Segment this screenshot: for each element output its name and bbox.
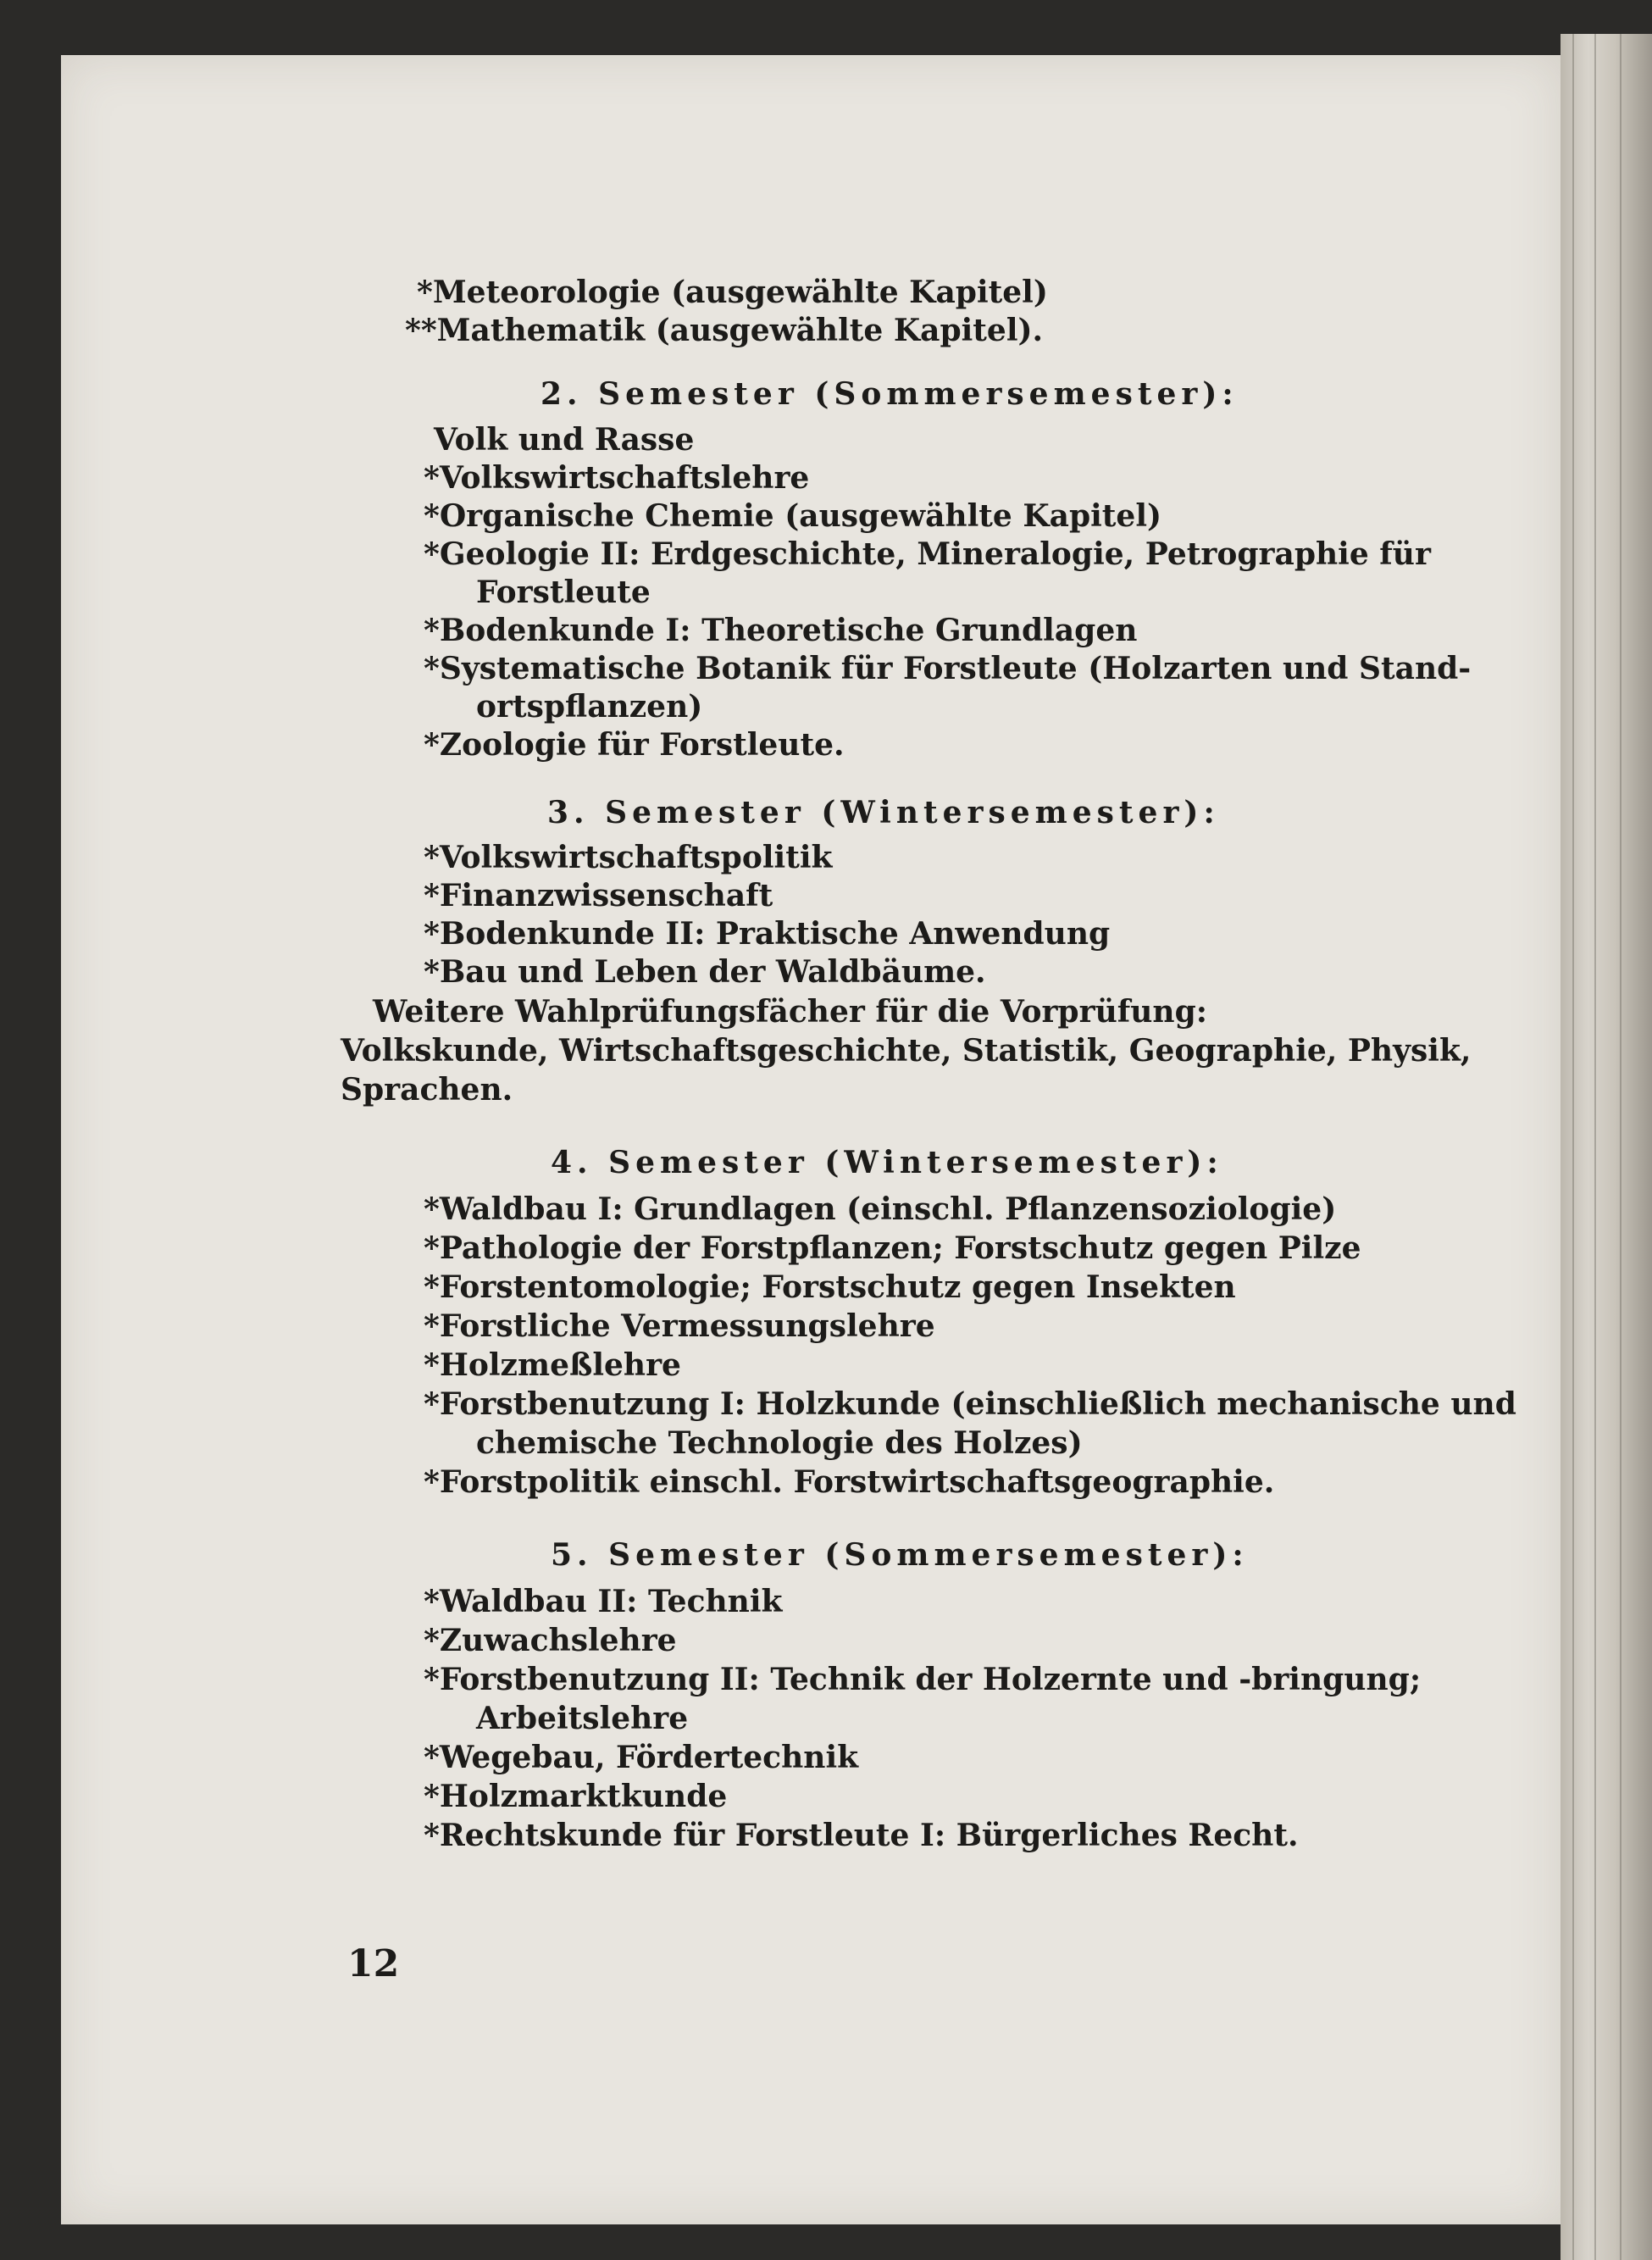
page-number: 12 xyxy=(347,1942,400,1985)
semester-2-item: *Organische Chemie (ausgewählte Kapitel) xyxy=(424,498,1162,534)
semester-5-item: *Forstbenutzung II: Technik der Holzernte und -bringung; xyxy=(424,1662,1422,1697)
intro-line-1: *Meteorologie (ausgewählte Kapitel) xyxy=(417,275,1048,310)
semester-2-item: *Bodenkunde I: Theoretische Grundlagen xyxy=(424,613,1138,648)
semester-3-item: *Volkswirtschaftspolitik xyxy=(424,840,833,875)
semester-4-item: *Forstliche Vermessungslehre xyxy=(424,1308,935,1344)
semester-5-item: *Waldbau II: Technik xyxy=(424,1584,783,1619)
semester-5-item: *Wegebau, Fördertechnik xyxy=(424,1740,859,1775)
semester-3-item: *Bodenkunde II: Praktische Anwendung xyxy=(424,916,1111,952)
semester-2-item: *Volkswirtschaftslehre xyxy=(424,460,810,496)
semester-2-item-cont: ortspflanzen) xyxy=(476,689,703,725)
semester-5-item: *Zuwachslehre xyxy=(424,1623,677,1658)
page-edge-line xyxy=(1572,34,1574,2260)
intro-line-2: **Mathematik (ausgewählte Kapitel). xyxy=(405,313,1044,348)
semester-2-item: *Systematische Botanik für Forstleute (Holzarten und Stand- xyxy=(424,651,1472,686)
semester-4-heading: 4. Semester (Wintersemester): xyxy=(551,1145,1223,1180)
semester-2-item: *Geologie II: Erdgeschichte, Mineralogie, Petrographie für xyxy=(424,536,1431,572)
semester-4-item: *Pathologie der Forstpflanzen; Forstschutz gegen Pilze xyxy=(424,1230,1361,1266)
semester-2-item: *Zoologie für Forstleute. xyxy=(424,727,845,763)
adjacent-page-edge xyxy=(1561,34,1652,2260)
semester-4-item: *Forstpolitik einschl. Forstwirtschaftsgeographie. xyxy=(424,1464,1275,1500)
page-edge-line xyxy=(1620,34,1622,2260)
semester-3-heading: 3. Semester (Wintersemester): xyxy=(547,795,1220,830)
semester-2-heading: 2. Semester (Sommersemester): xyxy=(541,376,1239,412)
wahlpruefung-list-cont: Sprachen. xyxy=(341,1072,513,1108)
semester-5-item: *Holzmarktkunde xyxy=(424,1779,728,1814)
semester-5-heading: 5. Semester (Sommersemester): xyxy=(551,1537,1249,1573)
semester-2-item-cont: Forstleute xyxy=(476,575,651,610)
semester-3-item: *Finanzwissenschaft xyxy=(424,878,773,913)
semester-4-item: *Forstbenutzung I: Holzkunde (einschließlich mechanische und xyxy=(424,1386,1516,1422)
semester-4-item: *Waldbau I: Grundlagen (einschl. Pflanzensoziologie) xyxy=(424,1191,1337,1227)
semester-5-item-cont: Arbeitslehre xyxy=(476,1701,689,1736)
semester-5-item: *Rechtskunde für Forstleute I: Bürgerliches Recht. xyxy=(424,1818,1299,1853)
wahlpruefung-intro: Weitere Wahlprüfungsfächer für die Vorprüfung: xyxy=(373,994,1208,1030)
book-page xyxy=(61,55,1561,2224)
page-edge-line xyxy=(1594,34,1596,2260)
semester-4-item: *Holzmeßlehre xyxy=(424,1347,681,1383)
semester-3-item: *Bau und Leben der Waldbäume. xyxy=(424,954,986,990)
wahlpruefung-list: Volkskunde, Wirtschaftsgeschichte, Statistik, Geographie, Physik, xyxy=(341,1033,1472,1069)
semester-4-item: *Forstentomologie; Forstschutz gegen Insekten xyxy=(424,1269,1236,1305)
page-text xyxy=(61,55,1561,2224)
semester-2-item: Volk und Rasse xyxy=(434,422,695,458)
semester-4-item-cont: chemische Technologie des Holzes) xyxy=(476,1425,1083,1461)
